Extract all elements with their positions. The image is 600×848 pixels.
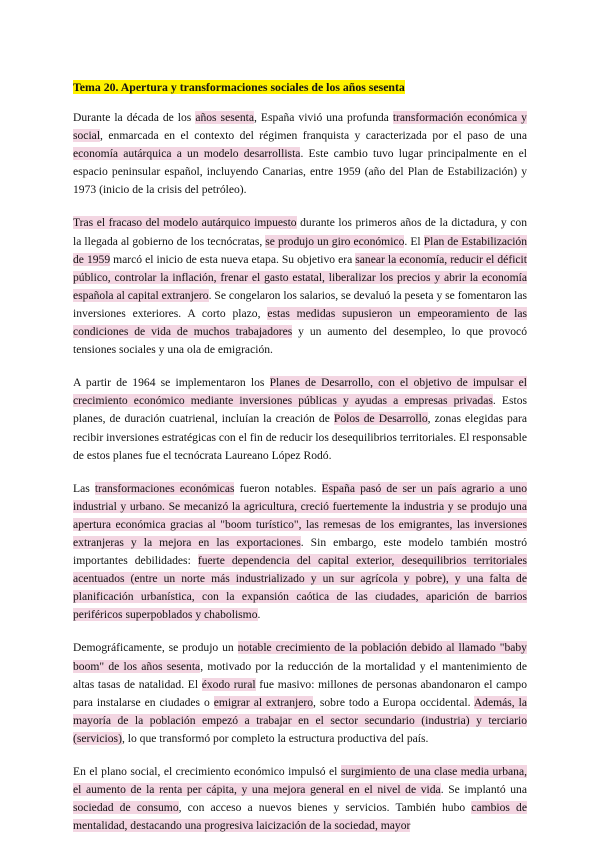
- text-segment: . Se congelaron los salarios, se devaluó la peseta y se fomentaron las inversiones exteriores. A corto plazo,: [73, 288, 527, 320]
- text-segment: En el plano social, el crecimiento económico impulsó el: [73, 765, 341, 778]
- text-segment: Durante la década de los: [73, 111, 196, 124]
- text-segment: . El: [404, 234, 424, 248]
- text-segment: durante los primeros años de la dictadura, y con la llegada al gobierno de los tecnócratas,: [73, 216, 527, 248]
- paragraph: [73, 480, 527, 625]
- highlighted-text: transformación económica y social: [73, 111, 527, 143]
- text-segment: . Se implantó una: [440, 783, 527, 797]
- highlighted-text: Además, la mayoría de la población empezó a trabajar en el sector secundario (industria) y terciario (servicios): [73, 695, 528, 745]
- highlighted-text: sociedad de consumo: [73, 801, 179, 815]
- document-page: [73, 78, 527, 835]
- highlighted-text: economía autárquica a un modelo desarrollista: [73, 147, 301, 161]
- highlighted-text: se produjo un giro económico: [265, 234, 405, 248]
- text-segment: , lo que transformó por completo la estructura productiva del país.: [121, 731, 429, 745]
- highlighted-text: Planes de Desarrollo, con el objetivo de impulsar el crecimiento económico mediante inversiones públicas y ayudas a empresas privadas: [73, 376, 528, 408]
- highlighted-text: años sesenta: [195, 111, 255, 124]
- paragraph: [73, 639, 527, 748]
- paragraph: [73, 374, 527, 464]
- text-segment: A partir de 1964 se implementaron los: [73, 376, 270, 390]
- highlighted-text: éxodo rural: [201, 677, 256, 691]
- highlighted-text: transformaciones económicas: [94, 481, 235, 495]
- document-title: Tema 20. Apertura y transformaciones sociales de los años sesenta: [73, 80, 405, 94]
- highlighted-text: cambios de mentalidad, destacando una progresiva laicización de la sociedad, mayor: [73, 801, 528, 833]
- text-segment: . Sin embargo, este modelo también mostró importantes debilidades:: [73, 535, 527, 568]
- text-segment: .: [257, 608, 261, 622]
- highlighted-text: Plan de Estabilización de 1959: [73, 234, 528, 266]
- text-segment: fue masivo: millones de personas abandonaron el campo para instalarse en ciudades o: [73, 677, 527, 709]
- highlighted-text: surgimiento de una clase media urbana, el aumento de la renta per cápita, y una mejora general en el nivel de vida: [73, 765, 527, 797]
- highlighted-text: España pasó de ser un país agrario a uno industrial y urbano. Se mecanizó la agricultura, creció fuertemente la industria y se produjo una apertura económica gracias al "boom turístico", las remesas de los emigrantes, las inversiones extranjeras y la mejora en las exportaciones: [73, 481, 528, 549]
- text-segment: , motivado por la reducción de la mortalidad y el mantenimiento de altas tasas de natalidad. El: [73, 659, 527, 691]
- text-segment: , España vivió una profunda: [254, 111, 393, 124]
- highlighted-text: fuerte dependencia del capital exterior, desequilibrios territoriales acentuados (entre un norte más industrializado y un sur agrícola y pobre), y una falta de planificación urbanística, con la expansión caótica de las ciudades, aparición de barrios periféricos superpoblados y chabolismo: [73, 554, 527, 622]
- text-segment: , con acceso a nuevos bienes y servicios. También hubo: [178, 801, 472, 815]
- highlighted-text: Polos de Desarrollo: [333, 412, 428, 426]
- text-segment: fueron notables.: [234, 481, 322, 495]
- text-segment: . Estos planes, de duración cuatrienal, incluían la creación de: [73, 394, 528, 426]
- highlighted-text: sanear la economía, reducir el déficit público, controlar la inflación, frenar el gasto estatal, liberalizar los precios y abrir la economía española al capital extranjero: [73, 252, 528, 302]
- highlighted-text: notable crecimiento de la población debido al llamado "baby boom" de los años sesenta: [73, 641, 527, 673]
- text-segment: , sobre todo a Europa occidental.: [313, 695, 474, 709]
- text-segment: marcó el inicio de esta nueva etapa. Su objetivo era: [110, 252, 356, 266]
- text-segment: , enmarcada en el contexto del régimen franquista y caracterizada por el paso de una: [100, 129, 527, 143]
- highlighted-text: estas medidas supusieron un empeoramiento de las condiciones de vida de muchos trabajadores: [73, 306, 528, 339]
- text-segment: , zonas elegidas para recibir inversiones estratégicas con el fin de reducir los desequilibrios territoriales. El responsable de estos planes fue el tecnócrata Laureano López Rodó.: [73, 412, 527, 462]
- paragraph: [73, 214, 527, 359]
- text-segment: . Este cambio tuvo lugar principalmente en el espacio peninsular español, incluyendo Canarias, entre 1959 (año del Plan de Estabilización) y 1973 (inicio de la crisis del petróleo).: [73, 147, 527, 197]
- highlighted-text: emigrar al extranjero: [213, 695, 314, 709]
- paragraph: [73, 763, 527, 835]
- highlighted-text: Tras el fracaso del modelo autárquico impuesto: [73, 216, 297, 230]
- text-segment: Las: [73, 481, 95, 495]
- document-body: [73, 109, 527, 835]
- text-segment: Demográficamente, se produjo un: [73, 641, 238, 655]
- text-segment: y un aumento del desempleo, lo que provocó tensiones sociales y una ola de emigración.: [73, 325, 528, 357]
- paragraph: [73, 109, 527, 199]
- title-line: [73, 78, 527, 97]
